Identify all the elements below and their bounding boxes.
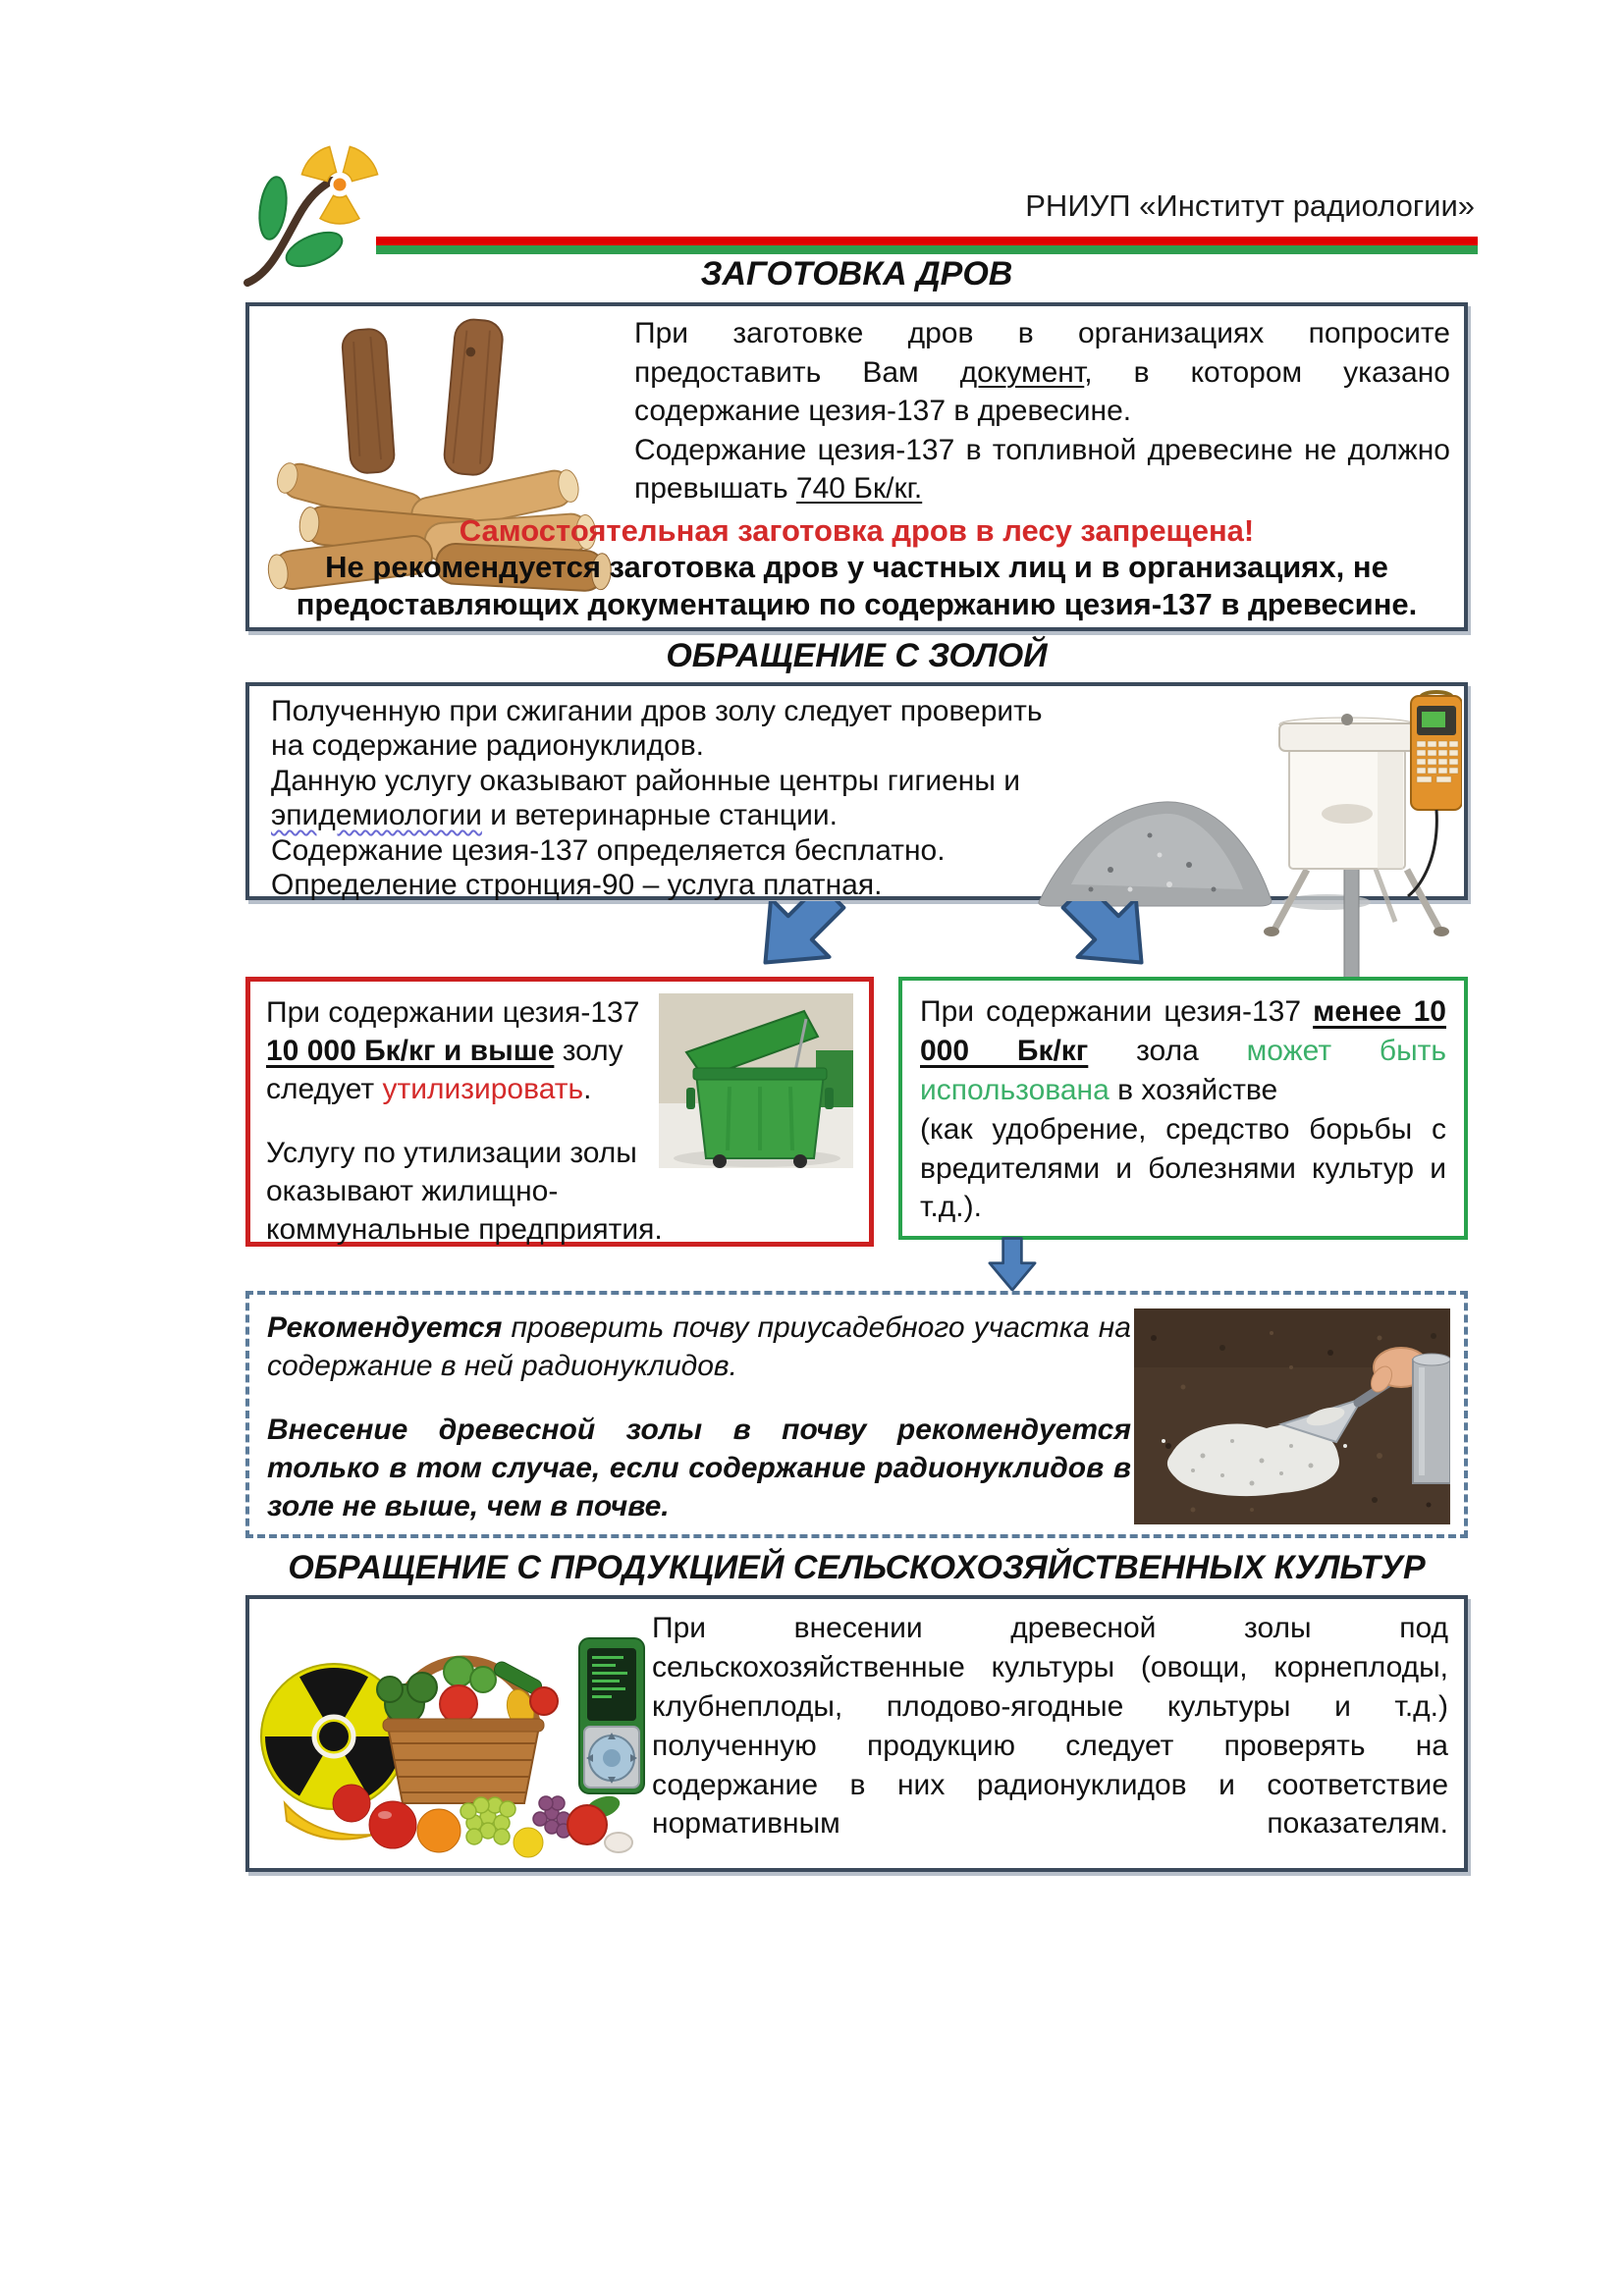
ash-line-1: Полученную при сжигании дров золу следует проверить на содержание радионуклидов. xyxy=(271,695,1043,763)
limit-low-underlined: менее 10 000 Бк/кг xyxy=(920,995,1446,1067)
forbidden-warning: Самостоятельная заготовка дров в лесу запрещена! xyxy=(459,512,1255,548)
section-heading-agro: ОБРАЩЕНИЕ С ПРОДУКЦИЕЙ СЕЛЬСКОХОЗЯЙСТВЕННЫХ КУЛЬТУР xyxy=(288,1549,1426,1586)
ribbon-red-stripe xyxy=(376,237,1478,245)
firewood-box xyxy=(245,302,1468,631)
agro-text: При внесении древесной золы под сельскохозяйственные культуры (овощи, корнеплоды, клубнеплоды, плодово-ягодные культуры и т.д.) полученную продукцию следует проверять на содержание в них радионуклидов и соответствие нормативным показателям. xyxy=(652,1612,1448,1841)
disposal-paragraph-2: Услугу по утилизации золы оказывают жилищно-коммунальные предприятия. xyxy=(266,1137,663,1246)
ash-line-2: Данную услугу оказывают районные центры гигиены и эпидемиологии и ветеринарные станции. xyxy=(271,764,1021,832)
green-dumpster-image xyxy=(659,993,853,1168)
soil-paragraph-1: Рекомендуется проверить почву приусадебного участка на содержание в ней радионуклидов. xyxy=(267,1311,1131,1382)
vegetable-basket-radiation-image xyxy=(257,1611,650,1864)
ash-spreading-image xyxy=(1134,1308,1450,1524)
disposal-paragraph-1: При содержании цезия-137 10 000 Бк/кг и выше золу следует утилизировать. xyxy=(266,996,640,1105)
soil-paragraph-2: Внесение древесной золы в почву рекомендуется только в том случае, если содержание радионуклидов в золе не выше, чем в почве. xyxy=(267,1414,1131,1522)
may-be-used-green-words: может быть использована xyxy=(920,1034,1447,1106)
arrow-down-right-icon xyxy=(1053,901,1159,972)
firewood-paragraph-2: Содержание цезия-137 в топливной древесине не должно превышать 740 Бк/кг. xyxy=(634,433,1450,506)
brand-ribbon xyxy=(376,237,1478,254)
recommended-bold-word: Рекомендуется xyxy=(267,1311,503,1344)
reuse-paragraph-1: При содержании цезия-137 менее 10 000 Бк/кг зола может быть использована в хозяйстве xyxy=(920,995,1447,1106)
firewood-warnings xyxy=(257,512,1456,623)
ash-box xyxy=(245,682,1468,900)
soil-recommendation-box xyxy=(245,1291,1468,1538)
document-underlined: документ xyxy=(959,355,1085,389)
soil-text xyxy=(267,1308,1131,1525)
section-heading-ash: ОБРАЩЕНИЕ С ЗОЛОЙ xyxy=(666,637,1048,674)
cesium-limit-underlined: 740 Бк/кг. xyxy=(795,472,923,506)
reuse-paragraph-2: (как удобрение, средство борьбы с вредителями и болезнями культур и т.д.). xyxy=(920,1112,1446,1224)
ash-line-4: Определение стронция-90 – услуга платная. xyxy=(271,868,883,901)
spellcheck-wavy-word: эпидемиологии xyxy=(271,799,482,832)
firewood-text xyxy=(634,314,1450,508)
section-heading-firewood: ЗАГОТОВКА ДРОВ xyxy=(700,255,1013,293)
ash-line-3: Содержание цезия-137 определяется бесплатно. xyxy=(271,833,946,867)
not-recommended-warning: Не рекомендуется заготовка дров у частных лиц и в организациях, не предоставляющих документацию по содержанию цезия-137 в древесине. xyxy=(296,550,1418,622)
utilize-red-word: утилизировать xyxy=(382,1073,584,1105)
agro-box xyxy=(245,1595,1468,1872)
limit-high-underlined: 10 000 Бк/кг и выше xyxy=(266,1035,555,1067)
arrow-down-icon xyxy=(970,1237,1055,1294)
reuse-box xyxy=(898,977,1468,1240)
disposal-box xyxy=(245,977,874,1247)
ash-text xyxy=(271,694,1056,902)
ribbon-green-stripe xyxy=(376,245,1478,254)
arrow-down-left-icon xyxy=(748,901,854,972)
org-title: РНИУП «Институт радиологии» xyxy=(1025,188,1475,223)
firewood-paragraph-1: При заготовке дров в организациях попросите предоставить Вам документ, в котором указано содержание цезия-137 в древесине. xyxy=(634,317,1450,428)
